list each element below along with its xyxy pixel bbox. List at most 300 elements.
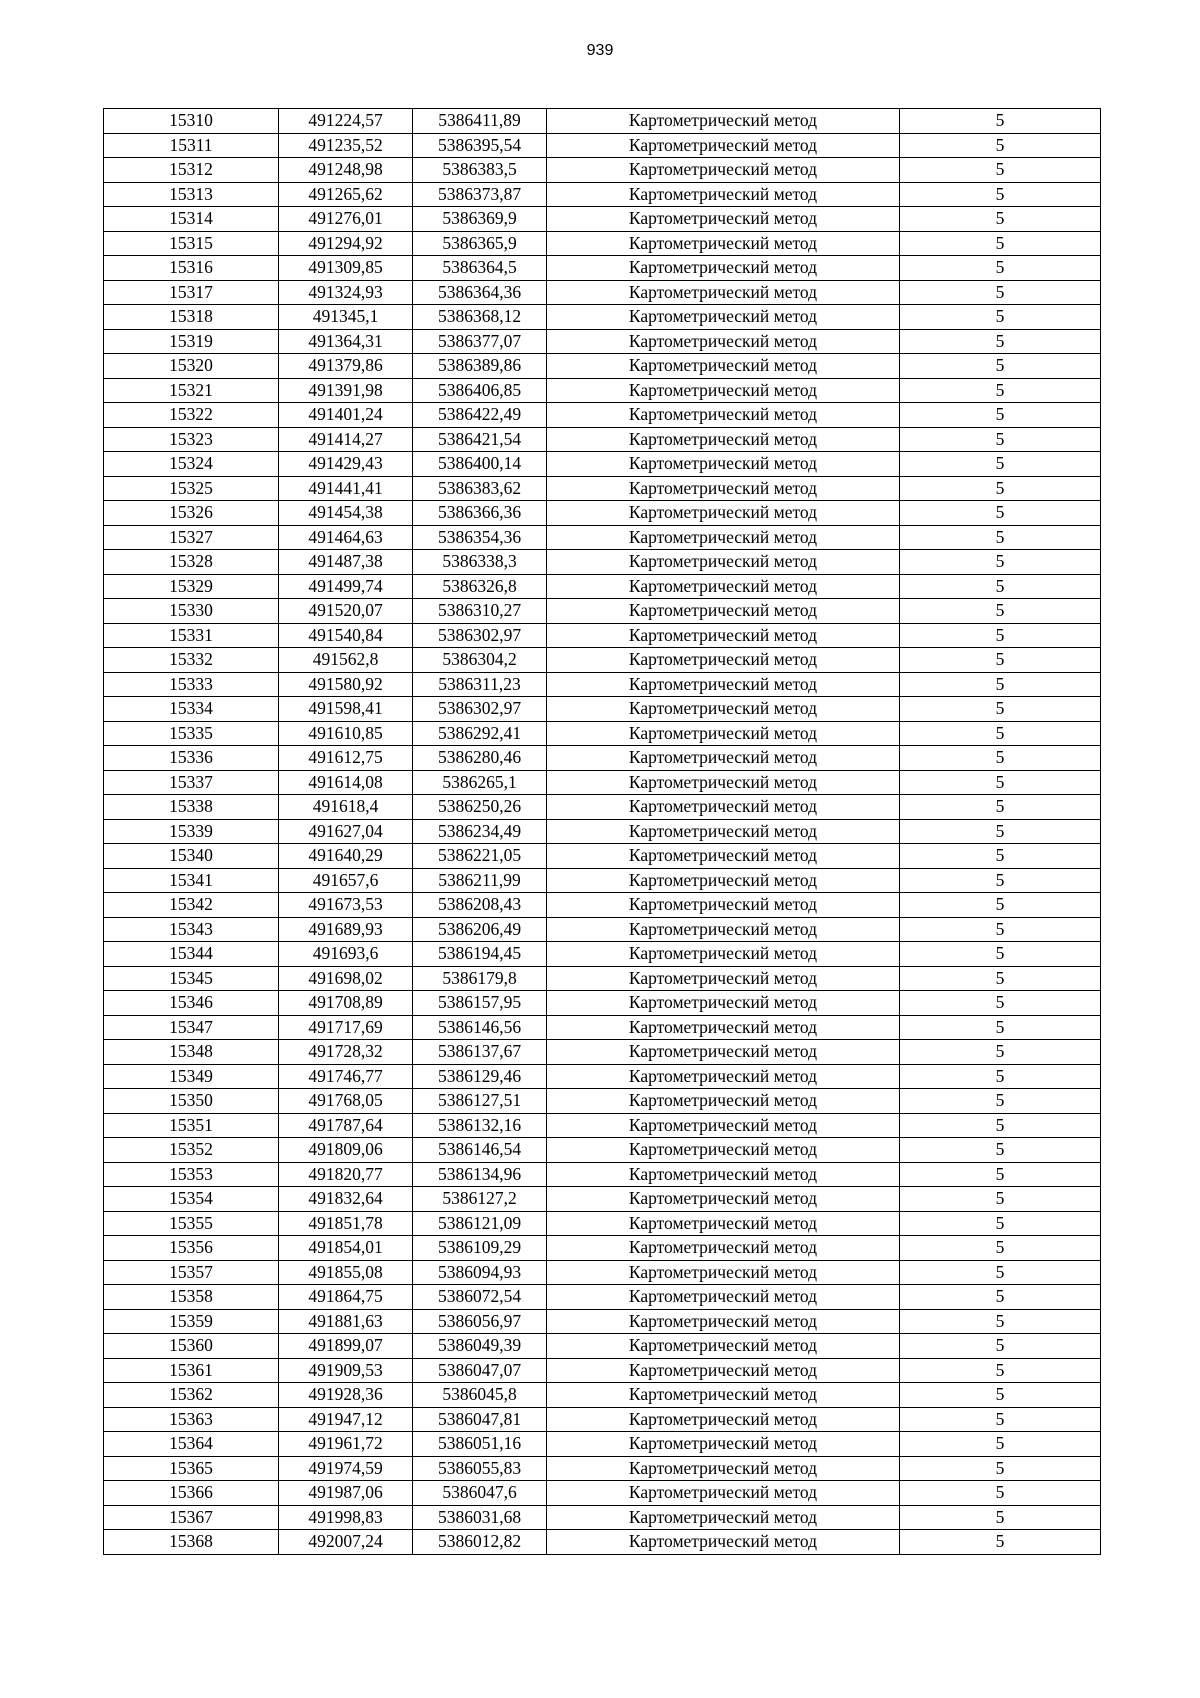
- accuracy-cell: 5: [900, 991, 1101, 1016]
- y-coordinate-cell: 5386373,87: [413, 182, 547, 207]
- x-coordinate-cell: 491854,01: [279, 1236, 413, 1261]
- method-cell: Картометрический метод: [547, 1309, 900, 1334]
- accuracy-cell: 5: [900, 966, 1101, 991]
- y-coordinate-cell: 5386127,51: [413, 1089, 547, 1114]
- table-row: [104, 1260, 1101, 1285]
- point-number-cell: 15334: [104, 697, 279, 722]
- method-cell: Картометрический метод: [547, 917, 900, 942]
- y-coordinate-cell: 5386157,95: [413, 991, 547, 1016]
- method-cell: Картометрический метод: [547, 1138, 900, 1163]
- method-cell: Картометрический метод: [547, 329, 900, 354]
- x-coordinate-cell: 491928,36: [279, 1383, 413, 1408]
- y-coordinate-cell: 5386310,27: [413, 599, 547, 624]
- y-coordinate-cell: 5386377,07: [413, 329, 547, 354]
- table-row: [104, 623, 1101, 648]
- method-cell: Картометрический метод: [547, 1040, 900, 1065]
- y-coordinate-cell: 5386395,54: [413, 133, 547, 158]
- accuracy-cell: 5: [900, 1015, 1101, 1040]
- table-row: [104, 525, 1101, 550]
- method-cell: Картометрический метод: [547, 721, 900, 746]
- coordinates-table-body: [104, 109, 1101, 1555]
- table-row: [104, 1530, 1101, 1555]
- table-row: [104, 917, 1101, 942]
- point-number-cell: 15341: [104, 868, 279, 893]
- point-number-cell: 15311: [104, 133, 279, 158]
- point-number-cell: 15349: [104, 1064, 279, 1089]
- table-row: [104, 942, 1101, 967]
- point-number-cell: 15332: [104, 648, 279, 673]
- accuracy-cell: 5: [900, 378, 1101, 403]
- table-row: [104, 844, 1101, 869]
- x-coordinate-cell: 492007,24: [279, 1530, 413, 1555]
- y-coordinate-cell: 5386365,9: [413, 231, 547, 256]
- method-cell: Картометрический метод: [547, 599, 900, 624]
- table-row: [104, 868, 1101, 893]
- accuracy-cell: 5: [900, 795, 1101, 820]
- x-coordinate-cell: 491454,38: [279, 501, 413, 526]
- table-row: [104, 1309, 1101, 1334]
- y-coordinate-cell: 5386406,85: [413, 378, 547, 403]
- x-coordinate-cell: 491787,64: [279, 1113, 413, 1138]
- table-row: [104, 1162, 1101, 1187]
- x-coordinate-cell: 491499,74: [279, 574, 413, 599]
- coordinates-table: [103, 108, 1101, 1555]
- method-cell: Картометрический метод: [547, 1358, 900, 1383]
- table-row: [104, 1358, 1101, 1383]
- table-row: [104, 501, 1101, 526]
- x-coordinate-cell: 491520,07: [279, 599, 413, 624]
- point-number-cell: 15322: [104, 403, 279, 428]
- point-number-cell: 15361: [104, 1358, 279, 1383]
- x-coordinate-cell: 491441,41: [279, 476, 413, 501]
- accuracy-cell: 5: [900, 231, 1101, 256]
- point-number-cell: 15354: [104, 1187, 279, 1212]
- x-coordinate-cell: 491708,89: [279, 991, 413, 1016]
- accuracy-cell: 5: [900, 1162, 1101, 1187]
- table-row: [104, 1187, 1101, 1212]
- y-coordinate-cell: 5386383,62: [413, 476, 547, 501]
- method-cell: Картометрический метод: [547, 1236, 900, 1261]
- table-row: [104, 648, 1101, 673]
- accuracy-cell: 5: [900, 476, 1101, 501]
- method-cell: Картометрический метод: [547, 158, 900, 183]
- y-coordinate-cell: 5386121,09: [413, 1211, 547, 1236]
- y-coordinate-cell: 5386208,43: [413, 893, 547, 918]
- y-coordinate-cell: 5386094,93: [413, 1260, 547, 1285]
- y-coordinate-cell: 5386194,45: [413, 942, 547, 967]
- point-number-cell: 15319: [104, 329, 279, 354]
- accuracy-cell: 5: [900, 697, 1101, 722]
- x-coordinate-cell: 491612,75: [279, 746, 413, 771]
- y-coordinate-cell: 5386146,56: [413, 1015, 547, 1040]
- x-coordinate-cell: 491657,6: [279, 868, 413, 893]
- point-number-cell: 15317: [104, 280, 279, 305]
- table-row: [104, 1040, 1101, 1065]
- x-coordinate-cell: 491265,62: [279, 182, 413, 207]
- x-coordinate-cell: 491235,52: [279, 133, 413, 158]
- x-coordinate-cell: 491401,24: [279, 403, 413, 428]
- table-row: [104, 795, 1101, 820]
- accuracy-cell: 5: [900, 280, 1101, 305]
- table-row: [104, 1432, 1101, 1457]
- y-coordinate-cell: 5386400,14: [413, 452, 547, 477]
- point-number-cell: 15316: [104, 256, 279, 281]
- y-coordinate-cell: 5386364,5: [413, 256, 547, 281]
- method-cell: Картометрический метод: [547, 1505, 900, 1530]
- point-number-cell: 15339: [104, 819, 279, 844]
- point-number-cell: 15333: [104, 672, 279, 697]
- accuracy-cell: 5: [900, 1064, 1101, 1089]
- point-number-cell: 15364: [104, 1432, 279, 1457]
- x-coordinate-cell: 491832,64: [279, 1187, 413, 1212]
- x-coordinate-cell: 491987,06: [279, 1481, 413, 1506]
- accuracy-cell: 5: [900, 1481, 1101, 1506]
- accuracy-cell: 5: [900, 1432, 1101, 1457]
- point-number-cell: 15357: [104, 1260, 279, 1285]
- x-coordinate-cell: 491728,32: [279, 1040, 413, 1065]
- x-coordinate-cell: 491864,75: [279, 1285, 413, 1310]
- method-cell: Картометрический метод: [547, 525, 900, 550]
- x-coordinate-cell: 491961,72: [279, 1432, 413, 1457]
- y-coordinate-cell: 5386354,36: [413, 525, 547, 550]
- point-number-cell: 15353: [104, 1162, 279, 1187]
- y-coordinate-cell: 5386234,49: [413, 819, 547, 844]
- accuracy-cell: 5: [900, 1089, 1101, 1114]
- point-number-cell: 15362: [104, 1383, 279, 1408]
- x-coordinate-cell: 491640,29: [279, 844, 413, 869]
- table-row: [104, 354, 1101, 379]
- accuracy-cell: 5: [900, 574, 1101, 599]
- y-coordinate-cell: 5386366,36: [413, 501, 547, 526]
- accuracy-cell: 5: [900, 1260, 1101, 1285]
- accuracy-cell: 5: [900, 770, 1101, 795]
- x-coordinate-cell: 491855,08: [279, 1260, 413, 1285]
- point-number-cell: 15343: [104, 917, 279, 942]
- point-number-cell: 15367: [104, 1505, 279, 1530]
- method-cell: Картометрический метод: [547, 452, 900, 477]
- y-coordinate-cell: 5386368,12: [413, 305, 547, 330]
- method-cell: Картометрический метод: [547, 1211, 900, 1236]
- accuracy-cell: 5: [900, 1407, 1101, 1432]
- method-cell: Картометрический метод: [547, 1015, 900, 1040]
- accuracy-cell: 5: [900, 305, 1101, 330]
- point-number-cell: 15327: [104, 525, 279, 550]
- point-number-cell: 15365: [104, 1456, 279, 1481]
- method-cell: Картометрический метод: [547, 1162, 900, 1187]
- x-coordinate-cell: 491717,69: [279, 1015, 413, 1040]
- x-coordinate-cell: 491809,06: [279, 1138, 413, 1163]
- table-row: [104, 207, 1101, 232]
- table-row: [104, 452, 1101, 477]
- y-coordinate-cell: 5386422,49: [413, 403, 547, 428]
- table-row: [104, 1407, 1101, 1432]
- point-number-cell: 15312: [104, 158, 279, 183]
- accuracy-cell: 5: [900, 158, 1101, 183]
- y-coordinate-cell: 5386206,49: [413, 917, 547, 942]
- table-row: [104, 476, 1101, 501]
- method-cell: Картометрический метод: [547, 1113, 900, 1138]
- point-number-cell: 15348: [104, 1040, 279, 1065]
- method-cell: Картометрический метод: [547, 770, 900, 795]
- table-row: [104, 1113, 1101, 1138]
- method-cell: Картометрический метод: [547, 280, 900, 305]
- accuracy-cell: 5: [900, 1236, 1101, 1261]
- point-number-cell: 15345: [104, 966, 279, 991]
- accuracy-cell: 5: [900, 1138, 1101, 1163]
- point-number-cell: 15340: [104, 844, 279, 869]
- accuracy-cell: 5: [900, 819, 1101, 844]
- method-cell: Картометрический метод: [547, 1334, 900, 1359]
- table-row: [104, 109, 1101, 134]
- y-coordinate-cell: 5386179,8: [413, 966, 547, 991]
- method-cell: Картометрический метод: [547, 403, 900, 428]
- x-coordinate-cell: 491464,63: [279, 525, 413, 550]
- accuracy-cell: 5: [900, 354, 1101, 379]
- table-row: [104, 158, 1101, 183]
- point-number-cell: 15356: [104, 1236, 279, 1261]
- accuracy-cell: 5: [900, 868, 1101, 893]
- method-cell: Картометрический метод: [547, 623, 900, 648]
- y-coordinate-cell: 5386056,97: [413, 1309, 547, 1334]
- accuracy-cell: 5: [900, 403, 1101, 428]
- point-number-cell: 15344: [104, 942, 279, 967]
- accuracy-cell: 5: [900, 109, 1101, 134]
- y-coordinate-cell: 5386047,81: [413, 1407, 547, 1432]
- y-coordinate-cell: 5386383,5: [413, 158, 547, 183]
- method-cell: Картометрический метод: [547, 1187, 900, 1212]
- method-cell: Картометрический метод: [547, 1456, 900, 1481]
- table-row: [104, 1211, 1101, 1236]
- y-coordinate-cell: 5386072,54: [413, 1285, 547, 1310]
- accuracy-cell: 5: [900, 329, 1101, 354]
- x-coordinate-cell: 491614,08: [279, 770, 413, 795]
- y-coordinate-cell: 5386031,68: [413, 1505, 547, 1530]
- y-coordinate-cell: 5386049,39: [413, 1334, 547, 1359]
- y-coordinate-cell: 5386137,67: [413, 1040, 547, 1065]
- table-row: [104, 133, 1101, 158]
- x-coordinate-cell: 491364,31: [279, 329, 413, 354]
- table-row: [104, 305, 1101, 330]
- table-row: [104, 746, 1101, 771]
- accuracy-cell: 5: [900, 1309, 1101, 1334]
- accuracy-cell: 5: [900, 844, 1101, 869]
- point-number-cell: 15331: [104, 623, 279, 648]
- table-row: [104, 231, 1101, 256]
- x-coordinate-cell: 491746,77: [279, 1064, 413, 1089]
- y-coordinate-cell: 5386364,36: [413, 280, 547, 305]
- point-number-cell: 15363: [104, 1407, 279, 1432]
- point-number-cell: 15326: [104, 501, 279, 526]
- table-row: [104, 256, 1101, 281]
- x-coordinate-cell: 491248,98: [279, 158, 413, 183]
- x-coordinate-cell: 491294,92: [279, 231, 413, 256]
- point-number-cell: 15336: [104, 746, 279, 771]
- accuracy-cell: 5: [900, 942, 1101, 967]
- table-row: [104, 721, 1101, 746]
- y-coordinate-cell: 5386127,2: [413, 1187, 547, 1212]
- method-cell: Картометрический метод: [547, 207, 900, 232]
- accuracy-cell: 5: [900, 501, 1101, 526]
- table-row: [104, 329, 1101, 354]
- y-coordinate-cell: 5386311,23: [413, 672, 547, 697]
- method-cell: Картометрический метод: [547, 256, 900, 281]
- method-cell: Картометрический метод: [547, 672, 900, 697]
- point-number-cell: 15335: [104, 721, 279, 746]
- method-cell: Картометрический метод: [547, 182, 900, 207]
- method-cell: Картометрический метод: [547, 942, 900, 967]
- table-row: [104, 280, 1101, 305]
- point-number-cell: 15346: [104, 991, 279, 1016]
- point-number-cell: 15314: [104, 207, 279, 232]
- point-number-cell: 15315: [104, 231, 279, 256]
- y-coordinate-cell: 5386304,2: [413, 648, 547, 673]
- accuracy-cell: 5: [900, 1211, 1101, 1236]
- table-row: [104, 991, 1101, 1016]
- x-coordinate-cell: 491974,59: [279, 1456, 413, 1481]
- point-number-cell: 15338: [104, 795, 279, 820]
- point-number-cell: 15310: [104, 109, 279, 134]
- table-row: [104, 599, 1101, 624]
- x-coordinate-cell: 491899,07: [279, 1334, 413, 1359]
- method-cell: Картометрический метод: [547, 231, 900, 256]
- method-cell: Картометрический метод: [547, 574, 900, 599]
- y-coordinate-cell: 5386421,54: [413, 427, 547, 452]
- accuracy-cell: 5: [900, 427, 1101, 452]
- table-row: [104, 1505, 1101, 1530]
- method-cell: Картометрический метод: [547, 1383, 900, 1408]
- y-coordinate-cell: 5386012,82: [413, 1530, 547, 1555]
- method-cell: Картометрический метод: [547, 354, 900, 379]
- accuracy-cell: 5: [900, 1505, 1101, 1530]
- table-row: [104, 1089, 1101, 1114]
- accuracy-cell: 5: [900, 648, 1101, 673]
- accuracy-cell: 5: [900, 1285, 1101, 1310]
- page-number: 939: [586, 42, 614, 59]
- table-row: [104, 966, 1101, 991]
- method-cell: Картометрический метод: [547, 305, 900, 330]
- x-coordinate-cell: 491881,63: [279, 1309, 413, 1334]
- table-row: [104, 1015, 1101, 1040]
- accuracy-cell: 5: [900, 452, 1101, 477]
- x-coordinate-cell: 491627,04: [279, 819, 413, 844]
- method-cell: Картометрический метод: [547, 648, 900, 673]
- x-coordinate-cell: 491379,86: [279, 354, 413, 379]
- y-coordinate-cell: 5386051,16: [413, 1432, 547, 1457]
- x-coordinate-cell: 491429,43: [279, 452, 413, 477]
- table-row: [104, 1334, 1101, 1359]
- x-coordinate-cell: 491693,6: [279, 942, 413, 967]
- x-coordinate-cell: 491345,1: [279, 305, 413, 330]
- point-number-cell: 15368: [104, 1530, 279, 1555]
- table-row: [104, 550, 1101, 575]
- x-coordinate-cell: 491610,85: [279, 721, 413, 746]
- y-coordinate-cell: 5386265,1: [413, 770, 547, 795]
- method-cell: Картометрический метод: [547, 1260, 900, 1285]
- method-cell: Картометрический метод: [547, 991, 900, 1016]
- accuracy-cell: 5: [900, 746, 1101, 771]
- method-cell: Картометрический метод: [547, 1285, 900, 1310]
- method-cell: Картометрический метод: [547, 844, 900, 869]
- x-coordinate-cell: 491947,12: [279, 1407, 413, 1432]
- point-number-cell: 15320: [104, 354, 279, 379]
- x-coordinate-cell: 491689,93: [279, 917, 413, 942]
- x-coordinate-cell: 491562,8: [279, 648, 413, 673]
- accuracy-cell: 5: [900, 182, 1101, 207]
- point-number-cell: 15313: [104, 182, 279, 207]
- point-number-cell: 15350: [104, 1089, 279, 1114]
- point-number-cell: 15323: [104, 427, 279, 452]
- y-coordinate-cell: 5386055,83: [413, 1456, 547, 1481]
- method-cell: Картометрический метод: [547, 427, 900, 452]
- point-number-cell: 15352: [104, 1138, 279, 1163]
- accuracy-cell: 5: [900, 917, 1101, 942]
- table-row: [104, 893, 1101, 918]
- x-coordinate-cell: 491309,85: [279, 256, 413, 281]
- accuracy-cell: 5: [900, 1113, 1101, 1138]
- method-cell: Картометрический метод: [547, 378, 900, 403]
- y-coordinate-cell: 5386280,46: [413, 746, 547, 771]
- table-row: [104, 1456, 1101, 1481]
- point-number-cell: 15325: [104, 476, 279, 501]
- accuracy-cell: 5: [900, 1040, 1101, 1065]
- method-cell: Картометрический метод: [547, 868, 900, 893]
- x-coordinate-cell: 491414,27: [279, 427, 413, 452]
- method-cell: Картометрический метод: [547, 476, 900, 501]
- accuracy-cell: 5: [900, 1456, 1101, 1481]
- method-cell: Картометрический метод: [547, 1481, 900, 1506]
- table-row: [104, 403, 1101, 428]
- accuracy-cell: 5: [900, 893, 1101, 918]
- y-coordinate-cell: 5386109,29: [413, 1236, 547, 1261]
- y-coordinate-cell: 5386292,41: [413, 721, 547, 746]
- table-row: [104, 672, 1101, 697]
- table-row: [104, 574, 1101, 599]
- x-coordinate-cell: 491998,83: [279, 1505, 413, 1530]
- point-number-cell: 15318: [104, 305, 279, 330]
- accuracy-cell: 5: [900, 550, 1101, 575]
- y-coordinate-cell: 5386211,99: [413, 868, 547, 893]
- y-coordinate-cell: 5386411,89: [413, 109, 547, 134]
- table-row: [104, 819, 1101, 844]
- method-cell: Картометрический метод: [547, 819, 900, 844]
- accuracy-cell: 5: [900, 133, 1101, 158]
- table-row: [104, 1285, 1101, 1310]
- point-number-cell: 15355: [104, 1211, 279, 1236]
- method-cell: Картометрический метод: [547, 109, 900, 134]
- y-coordinate-cell: 5386338,3: [413, 550, 547, 575]
- point-number-cell: 15360: [104, 1334, 279, 1359]
- point-number-cell: 15337: [104, 770, 279, 795]
- accuracy-cell: 5: [900, 256, 1101, 281]
- x-coordinate-cell: 491598,41: [279, 697, 413, 722]
- table-row: [104, 1138, 1101, 1163]
- accuracy-cell: 5: [900, 1358, 1101, 1383]
- point-number-cell: 15328: [104, 550, 279, 575]
- table-row: [104, 1481, 1101, 1506]
- accuracy-cell: 5: [900, 1187, 1101, 1212]
- table-row: [104, 1236, 1101, 1261]
- x-coordinate-cell: 491276,01: [279, 207, 413, 232]
- y-coordinate-cell: 5386326,8: [413, 574, 547, 599]
- y-coordinate-cell: 5386146,54: [413, 1138, 547, 1163]
- x-coordinate-cell: 491224,57: [279, 109, 413, 134]
- y-coordinate-cell: 5386132,16: [413, 1113, 547, 1138]
- point-number-cell: 15329: [104, 574, 279, 599]
- accuracy-cell: 5: [900, 1383, 1101, 1408]
- point-number-cell: 15342: [104, 893, 279, 918]
- method-cell: Картометрический метод: [547, 1407, 900, 1432]
- y-coordinate-cell: 5386302,97: [413, 623, 547, 648]
